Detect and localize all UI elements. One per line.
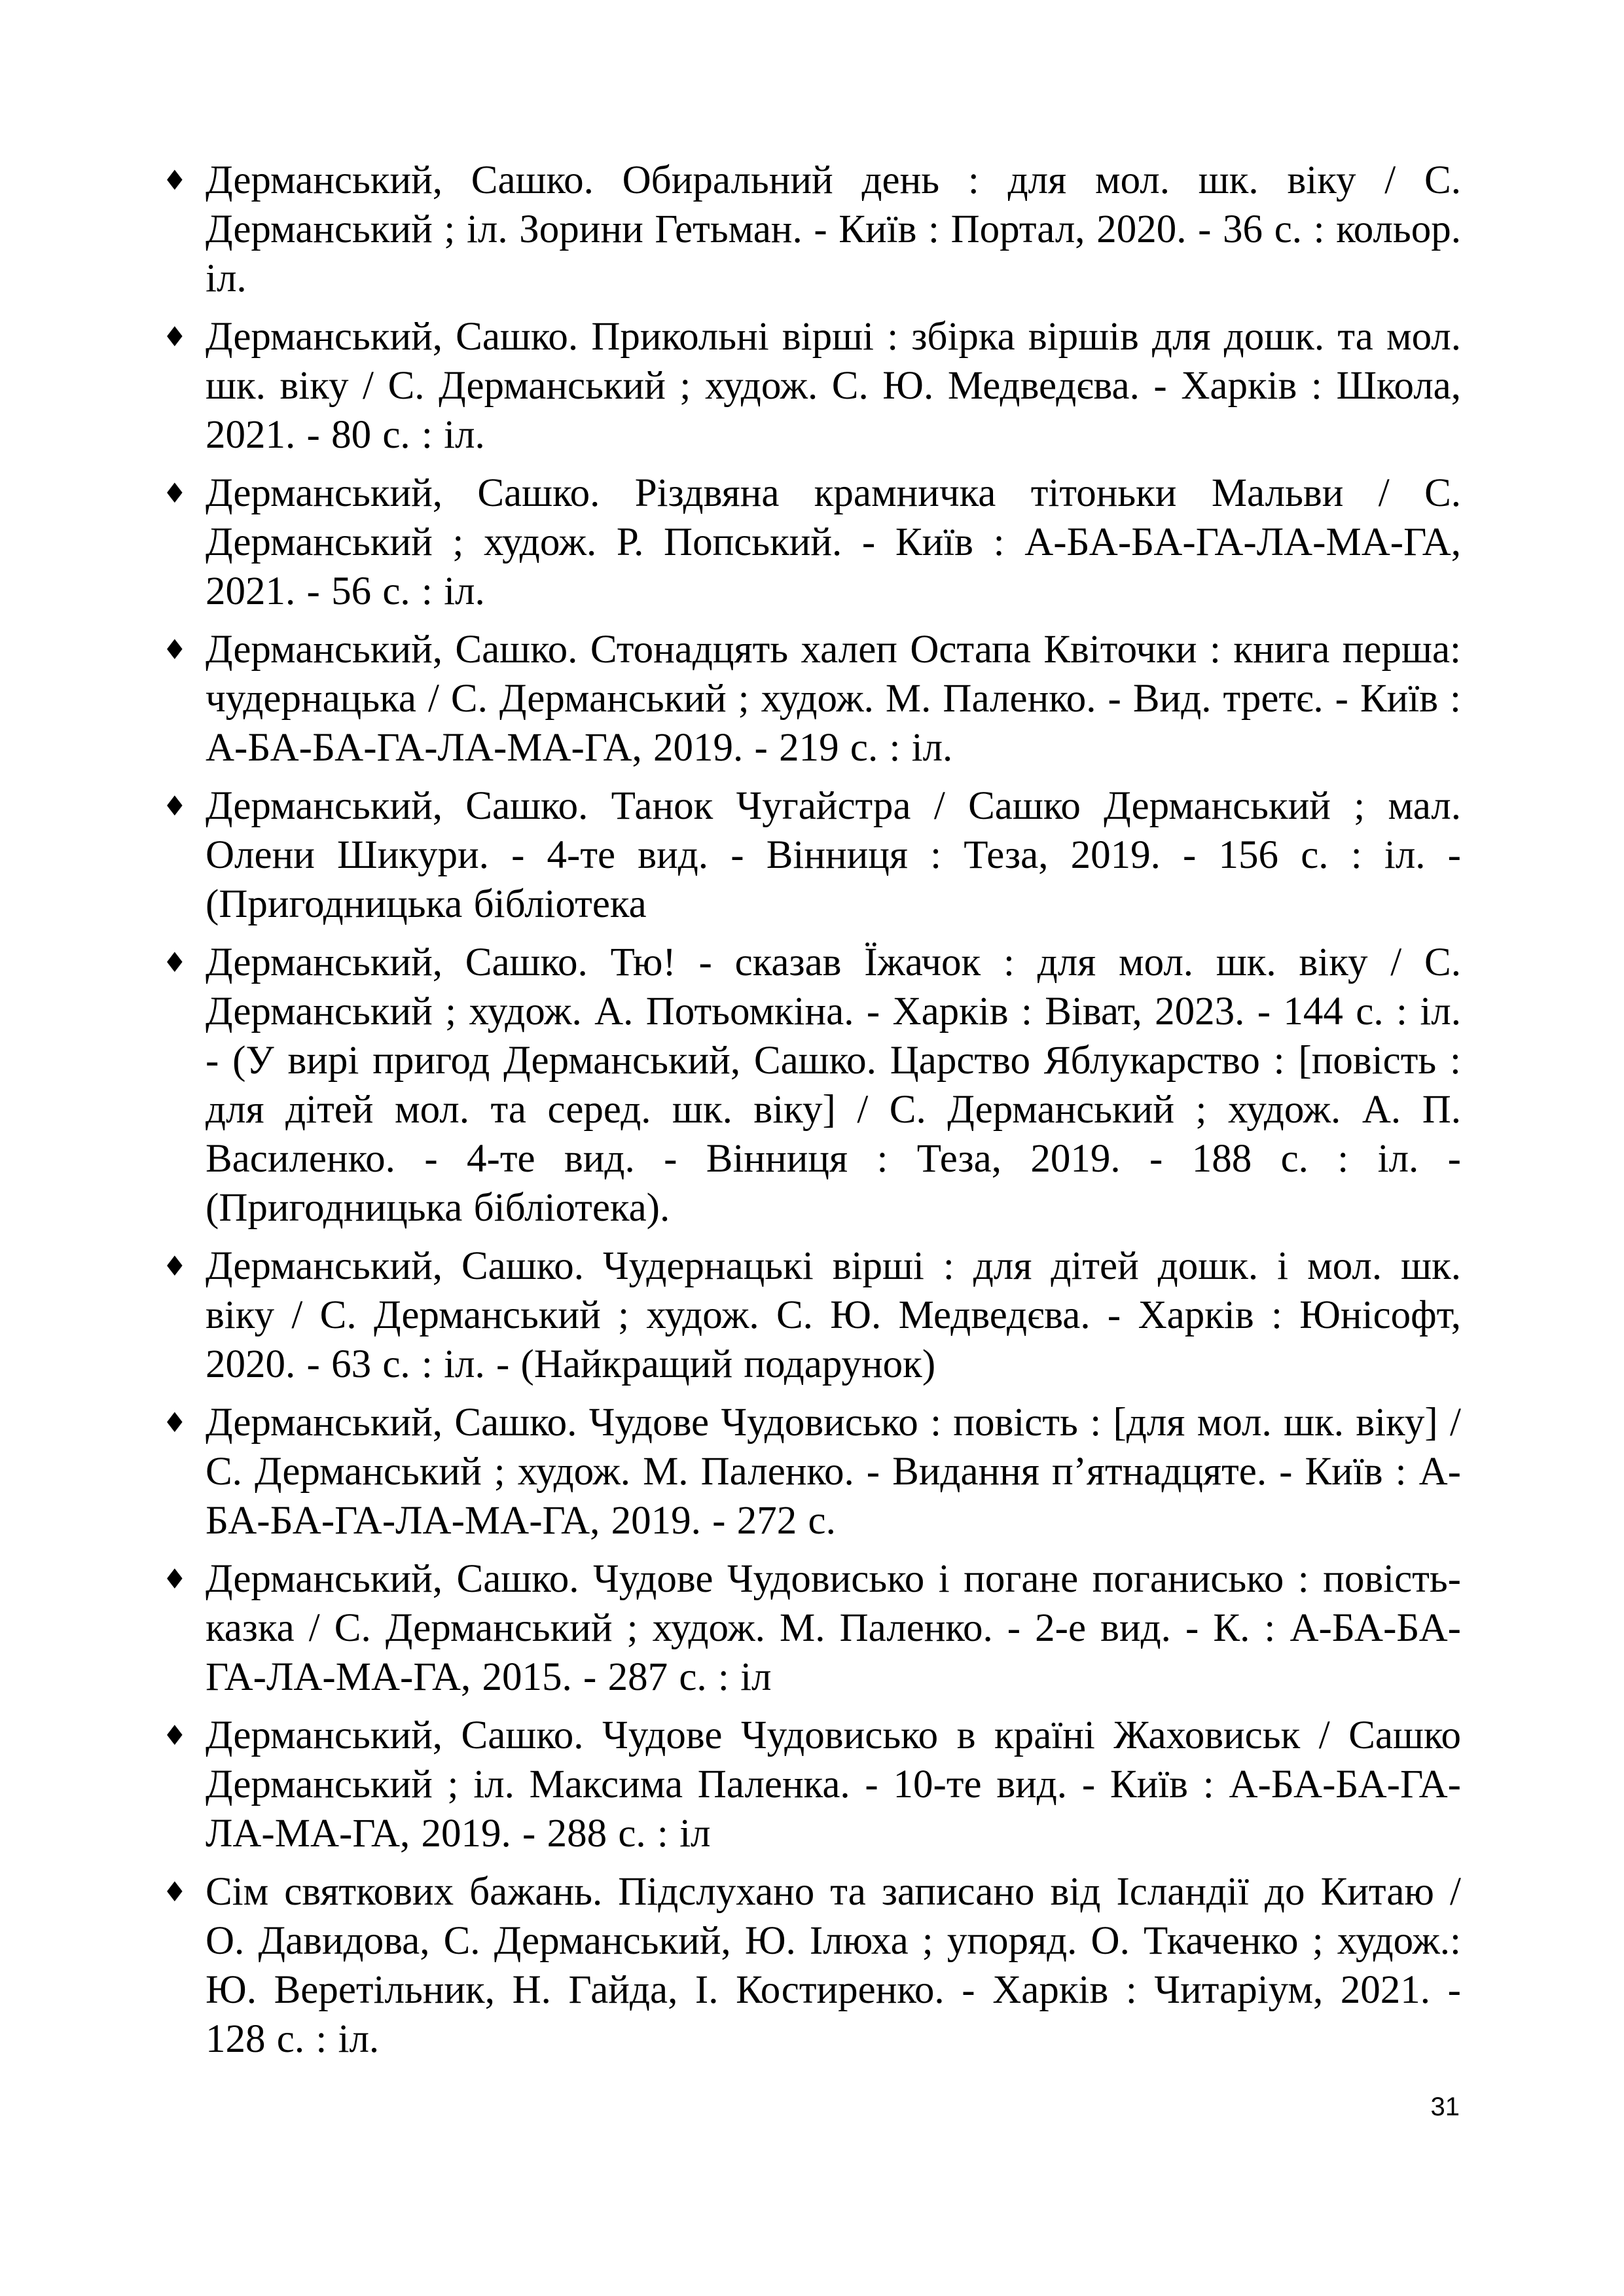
diamond-bullet-icon: ♦ <box>162 1719 187 1751</box>
entry-text: Дерманський, Сашко. Чудернацькі вірші : для дітей дошк. і мол. шк. віку / С. Дерманський ; худож. С. Ю. Медведєва. - Харків : Юнісофт, 2020. - 63 с. : іл. - (Найкращий подарунок) <box>206 1244 1461 1386</box>
diamond-bullet-icon: ♦ <box>162 1250 187 1282</box>
entry-text: Дерманський, Сашко. Чудове Чудовисько : повість : [для мол. шк. віку] / С. Дерманський ; худож. М. Паленко. - Видання п’ятнадцяте. - Київ : А-БА-БА-ГА-ЛА-МА-ГА, 2019. - 272 с. <box>206 1401 1461 1543</box>
diamond-bullet-icon: ♦ <box>162 790 187 822</box>
bibliography-entry <box>162 156 1461 303</box>
bibliography-entry <box>162 1867 1461 2064</box>
diamond-bullet-icon: ♦ <box>162 477 187 509</box>
bibliography-list <box>162 156 1461 2073</box>
bibliography-entry <box>162 1242 1461 1389</box>
diamond-bullet-icon: ♦ <box>162 1876 187 1908</box>
entry-text: Дерманський, Сашко. Танок Чугайстра / Сашко Дерманський ; мал. Олени Шикури. - 4-те вид. - Вінниця : Теза, 2019. - 156 с. : іл. - (Пригодницька бібліотека <box>206 784 1461 926</box>
bibliography-entry <box>162 1554 1461 1702</box>
diamond-bullet-icon: ♦ <box>162 164 187 196</box>
diamond-bullet-icon: ♦ <box>162 1407 187 1439</box>
entry-text: Дерманський, Сашко. Стонадцять халеп Остапа Квіточки : книга перша: чудернацька / С. Дерманський ; худож. М. Паленко. - Вид. третє. - Київ : А-БА-БА-ГА-ЛА-МА-ГА, 2019. - 219 с. : іл. <box>206 628 1461 770</box>
diamond-bullet-icon: ♦ <box>162 1563 187 1595</box>
entry-text: Дерманський, Сашко. Обиральний день : для мол. шк. віку / С. Дерманський ; іл. Зорини Гетьман. - Київ : Портал, 2020. - 36 с. : кольор. іл. <box>206 158 1461 300</box>
diamond-bullet-icon: ♦ <box>162 321 187 353</box>
bibliography-entry <box>162 1398 1461 1545</box>
entry-text: Дерманський, Сашко. Різдвяна крамничка тітоньки Мальви / С. Дерманський ; худож. Р. Попський. - Київ : А-БА-БА-ГА-ЛА-МА-ГА, 2021. - 56 с. : іл. <box>206 471 1461 613</box>
entry-text: Дерманський, Сашко. Тю! - сказав Їжачок : для мол. шк. віку / С. Дерманський ; худож. А. Потьомкіна. - Харків : Віват, 2023. - 144 с. : іл. - (У вирі пригод Дерманський, Сашко. Царство Яблукарство : [повість : для дітей мол. та серед. шк. віку] / С. Дерманський ; худож. А. П. Василенко. - 4-те вид. - Вінниця : Теза, 2019. - 188 с. : іл. - (Пригодницька бібліотека). <box>206 941 1461 1230</box>
bibliography-entry <box>162 312 1461 459</box>
entry-text: Сім святкових бажань. Підслухано та записано від Ісландії до Китаю / О. Давидова, С. Дерманський, Ю. Ілюха ; упоряд. О. Ткаченко ; худож.: Ю. Веретільник, Н. Гайда, І. Костиренко. - Харків : Читаріум, 2021. - 128 с. : іл. <box>206 1870 1461 2061</box>
entry-text: Дерманський, Сашко. Прикольні вірші : збірка віршів для дошк. та мол. шк. віку / С. Дерманський ; худож. С. Ю. Медведєва. - Харків : Школа, 2021. - 80 с. : іл. <box>206 315 1461 457</box>
entry-text: Дерманський, Сашко. Чудове Чудовисько і погане поганисько : повість-казка / С. Дерманський ; худож. М. Паленко. - 2-е вид. - К. : А-БА-БА-ГА-ЛА-МА-ГА, 2015. - 287 с. : іл <box>206 1557 1461 1699</box>
bibliography-entry <box>162 469 1461 616</box>
entry-text: Дерманський, Сашко. Чудове Чудовисько в країні Жаховиськ / Сашко Дерманський ; іл. Максима Паленка. - 10-те вид. - Київ : А-БА-БА-ГА-ЛА-МА-ГА, 2019. - 288 с. : іл <box>206 1713 1461 1856</box>
bibliography-entry <box>162 938 1461 1232</box>
diamond-bullet-icon: ♦ <box>162 946 187 978</box>
bibliography-entry <box>162 781 1461 929</box>
bibliography-entry <box>162 1711 1461 1858</box>
bibliography-entry <box>162 625 1461 772</box>
diamond-bullet-icon: ♦ <box>162 634 187 666</box>
page-number: 31 <box>1430 2092 1460 2121</box>
